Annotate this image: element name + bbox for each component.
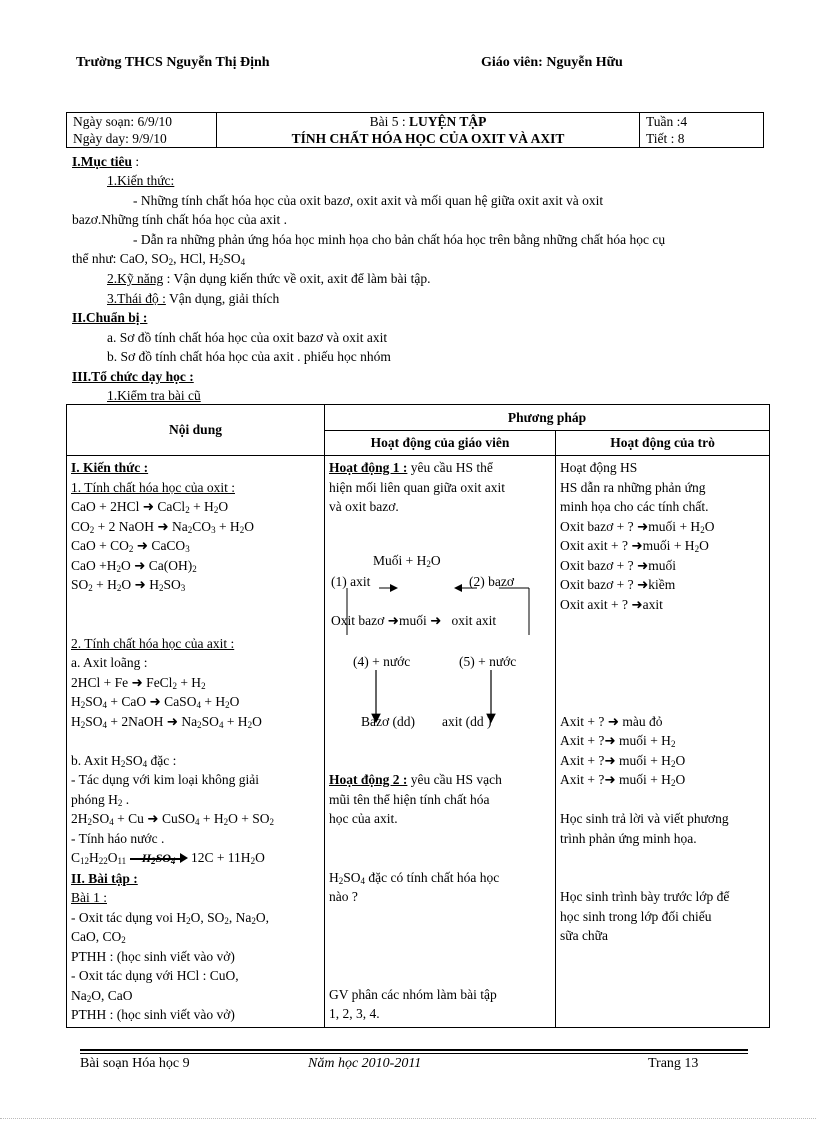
question-h2so4: $H_2SO_4$ đặc có tính chất hóa học (329, 869, 500, 886)
equation-2: $CO_2 + 2$ NaOH ➜ $Na_2CO_3 + H_2O$ (71, 518, 254, 535)
diagram-water-5: (5) + nước (459, 653, 517, 669)
school-name: Trường THCS Nguyễn Thị Định (76, 55, 270, 70)
footer-rule-top (80, 1049, 748, 1051)
student-present-line3: sữa chữa (560, 928, 608, 943)
footer-center: Năm học 2010-2011 (308, 1056, 422, 1071)
oxide-properties-title: 1. Tính chất hóa học của oxit : (71, 479, 235, 495)
col-content-header: Nội dung (67, 405, 325, 456)
student-line2: HS dẫn ra những phản ứng (560, 479, 706, 495)
date-taught: Ngày day: 9/9/10 (73, 131, 167, 146)
student-acid-4: Axit + ?➜ muối + $H_2O$ (560, 772, 686, 788)
footer-left: Bài soạn Hóa học 9 (80, 1056, 190, 1071)
preparation-a: a. Sơ đồ tính chất hóa học của oxit bazơ và oxit axit (107, 330, 388, 345)
conc-acid-title: b. Axit $H_2SO_4$ đặc : (71, 752, 177, 769)
student-reaction-4: Oxit bazơ + ? ➜kiềm (560, 577, 676, 592)
exercise-1-line2: CaO, $CO_2$ (71, 929, 126, 945)
exercise-1-line3: PTHH : (học sinh viết vào vở) (71, 948, 235, 964)
diagram-conversion: Oxit bazơ ➜muối ➜ oxit axit (331, 612, 497, 628)
diagram-base: (2) bazơ (469, 573, 514, 589)
student-answer-line1: Học sinh trả lời và viết phương (560, 811, 729, 826)
check-old-lesson: 1.Kiểm tra bài cũ (107, 388, 201, 403)
activity-2-line3: học của axit. (329, 811, 398, 826)
organization-title: III.Tổ chức dạy học : (72, 369, 194, 384)
student-line3: minh họa cho các tính chất. (560, 499, 709, 514)
knowledge-2-line2: thể như: CaO, $SO_2$, HCl, $H_2SO_4$ (72, 251, 246, 267)
student-reaction-5: Oxit axit + ? ➜axit (560, 596, 663, 612)
student-reaction-1: Oxit bazơ + ? ➜muối + $H_2O$ (560, 518, 715, 535)
exercise-1-line1: - Oxit tác dụng voi $H_2O$, $SO_2$, $Na_2O$, (71, 909, 269, 926)
lesson-info-table (66, 112, 764, 148)
period: Tiết : 8 (646, 131, 685, 146)
teacher-name: Giáo viên: Nguyễn Hữu (481, 55, 623, 70)
attitude: 3.Thái độ : Vận dụng, giải thích (107, 291, 280, 306)
student-reaction-2: Oxit axit + ? ➜muối + $H_2O$ (560, 538, 709, 554)
equation-7: $H_2SO_4$ + CaO ➜ CaSO$_4$ + $H_2O$ (71, 694, 240, 710)
student-cell (556, 456, 770, 1028)
lesson-activity-table (66, 404, 770, 1028)
date-prepared: Ngày soạn: 6/9/10 (73, 114, 172, 129)
diagram-salt-water: Muối + $H_2O$ (373, 552, 441, 569)
content-cell (67, 456, 325, 1028)
preparation-title: II.Chuẩn bị : (72, 310, 148, 325)
teacher-cell (325, 456, 556, 1028)
lesson-number: Bài 5 : LUYỆN TẬP (369, 114, 487, 129)
group-task-line1: GV phân các nhóm làm bài tập (329, 986, 497, 1002)
exercise-section-title: II. Bài tập : (71, 870, 138, 886)
question-tail: nào ? (329, 889, 358, 904)
skills: 2.Kỹ năng : Vận dụng kiến thức về oxit, axit để làm bài tập. (107, 271, 431, 286)
conc-acid-point1-line1: - Tác dụng với kim loại không giải (71, 772, 259, 787)
student-acid-1: Axit + ? ➜ màu đỏ (560, 713, 663, 729)
knowledge-title: 1.Kiến thức: (107, 173, 175, 188)
knowledge-1-line2: bazơ.Những tính chất hóa học của axit . (72, 212, 288, 227)
student-present-line1: Học sinh trình bày trước lớp để (560, 889, 730, 904)
footer-page: Trang 13 (648, 1056, 699, 1071)
knowledge-2-line1: - Dẫn ra những phản ứng hóa học minh họa cho bản chất hóa học trên bằng những chất hóa học cụ (133, 232, 666, 247)
col-teacher-header: Hoạt động của giáo viên (325, 431, 556, 456)
exercise-1-line4: - Oxit tác dụng với HCl : CuO, (71, 968, 239, 983)
diagram-acid: (1) axit (331, 573, 371, 589)
knowledge-section-title: I. Kiến thức : (71, 460, 149, 475)
diagram-products: Bazơ (dd) axit (dd ) (361, 713, 492, 729)
equation-4: CaO $+H_2O$ ➜ $Ca(OH)_2$ (71, 557, 197, 574)
activity-1: Hoạt động 1 : yêu cầu HS thể (329, 460, 493, 475)
col-student-header: Hoạt động của trò (556, 431, 770, 456)
exercise-1-title: Bài 1 : (71, 890, 107, 905)
activity-1-line3: và oxit bazơ. (329, 499, 399, 514)
equation-6: 2HCl + Fe ➜ FeCl$_2$ + $H_2$ (71, 674, 206, 691)
student-acid-3: Axit + ?➜ muối + $H_2O$ (560, 752, 686, 769)
preparation-b: b. Sơ đồ tính chất hóa học của axit . phiếu học nhóm (107, 349, 391, 364)
objectives-title: I.Mục tiêu : (72, 154, 140, 169)
dates-cell (67, 113, 217, 148)
student-answer-line2: trình phản ứng minh họa. (560, 830, 697, 846)
equation-3: CaO + $CO_2$ ➜ CaCO$_3$ (71, 538, 190, 554)
week: Tuần :4 (646, 114, 688, 129)
exercise-1-line5: $Na_2O$, CaO (71, 987, 133, 1004)
equation-5: $SO_2 + H_2O$ ➜ $H_2SO_3$ (71, 577, 186, 593)
activity-2: Hoạt động 2 : yêu cầu HS vạch (329, 772, 502, 787)
conc-acid-point1-line2: phóng $H_2$ . (71, 791, 130, 808)
student-present-line2: học sinh trong lớp đối chiếu (560, 908, 712, 924)
footer-rule-bottom (80, 1053, 748, 1054)
equation-9: $2H_2SO_4 + Cu$ ➜ CuSO$_4$ + $H_2O + SO_2$ (71, 811, 274, 827)
knowledge-1-line1: - Những tính chất hóa học của oxit bazơ, oxit axit và mối quan hệ giữa oxit axit và oxit (133, 193, 604, 208)
activity-2-line2: mũi tên thể hiện tính chất hóa (329, 791, 490, 807)
equation-1: CaO + 2HCl ➜ CaCl$_2$ + $H_2O$ (71, 499, 229, 515)
page-bottom-dots (0, 1118, 816, 1119)
student-reaction-3: Oxit bazơ + ? ➜muối (560, 557, 677, 573)
equation-10: $C_{12}H_{22}O_{11}$ $H_2SO_4$ $12C + 11H_2O$ (71, 848, 320, 869)
group-task-line2: 1, 2, 3, 4. (329, 1006, 380, 1021)
conc-acid-point2: - Tính háo nước . (71, 830, 165, 846)
exercise-1-line6: PTHH : (học sinh viết vào vở) (71, 1007, 235, 1022)
equation-8: $H_2SO_4$ + 2NaOH ➜ $Na_2SO_4 + H_2O$ (71, 713, 262, 730)
lesson-title-cell (217, 113, 640, 148)
student-activity: Hoạt động HS (560, 460, 638, 475)
lesson-title: TÍNH CHẤT HÓA HỌC CỦA OXIT VÀ AXIT (291, 131, 565, 146)
week-period-cell (640, 113, 764, 148)
diagram-water-4: (4) + nước (353, 653, 411, 669)
activity-1-line2: hiện mối liên quan giữa oxit axit (329, 479, 506, 495)
dilute-acid-title: a. Axit loãng : (71, 655, 148, 670)
col-method-header: Phương pháp (325, 405, 770, 431)
oxide-acid-diagram (329, 517, 551, 732)
dehydration-arrow: $H_2SO_4$ (130, 848, 188, 869)
student-acid-2: Axit + ?➜ muối + $H_2$ (560, 733, 676, 749)
acid-properties-title: 2. Tính chất hóa học của axit : (71, 635, 235, 651)
